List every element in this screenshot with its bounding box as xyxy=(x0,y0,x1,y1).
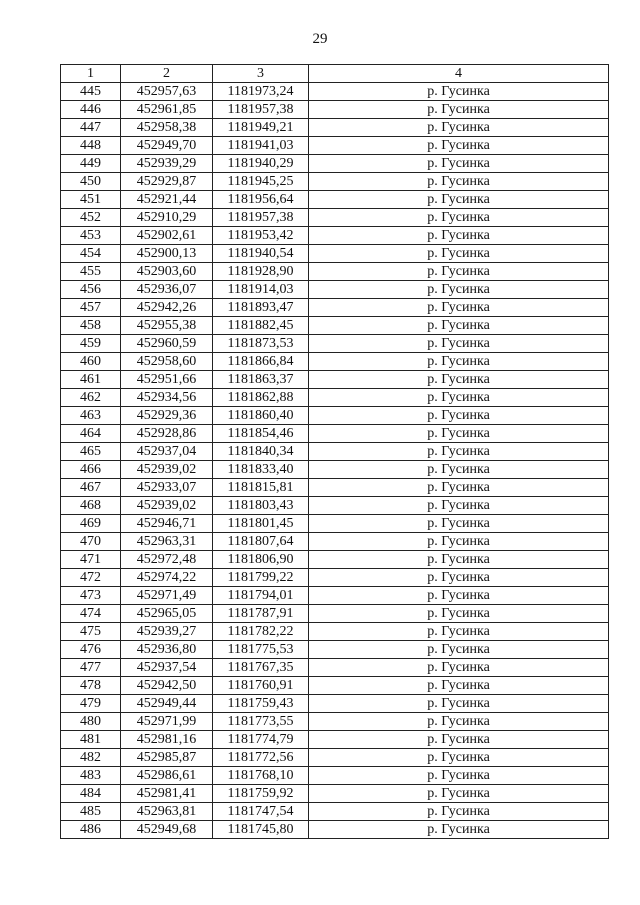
table-row xyxy=(61,551,609,569)
y-coordinate-cell: 1181801,45 xyxy=(213,515,309,533)
table-row xyxy=(61,605,609,623)
table-row xyxy=(61,515,609,533)
description-cell: р. Гусинка xyxy=(309,191,609,209)
table-row xyxy=(61,677,609,695)
description-cell: р. Гусинка xyxy=(309,101,609,119)
table-row xyxy=(61,803,609,821)
point-number-cell: 449 xyxy=(61,155,121,173)
y-coordinate-cell: 1181866,84 xyxy=(213,353,309,371)
table-row xyxy=(61,785,609,803)
description-cell: р. Гусинка xyxy=(309,749,609,767)
point-number-cell: 461 xyxy=(61,371,121,389)
x-coordinate-cell: 452949,70 xyxy=(121,137,213,155)
table-row xyxy=(61,587,609,605)
description-cell: р. Гусинка xyxy=(309,821,609,839)
x-coordinate-cell: 452971,49 xyxy=(121,587,213,605)
x-coordinate-cell: 452910,29 xyxy=(121,209,213,227)
point-number-cell: 479 xyxy=(61,695,121,713)
description-cell: р. Гусинка xyxy=(309,695,609,713)
table-row xyxy=(61,371,609,389)
y-coordinate-cell: 1181928,90 xyxy=(213,263,309,281)
table-row xyxy=(61,425,609,443)
y-coordinate-cell: 1181759,92 xyxy=(213,785,309,803)
x-coordinate-cell: 452939,27 xyxy=(121,623,213,641)
description-cell: р. Гусинка xyxy=(309,461,609,479)
description-cell: р. Гусинка xyxy=(309,263,609,281)
description-cell: р. Гусинка xyxy=(309,281,609,299)
point-number-cell: 448 xyxy=(61,137,121,155)
table-header xyxy=(61,65,609,83)
point-number-cell: 453 xyxy=(61,227,121,245)
header-cell-3: 3 xyxy=(213,65,309,83)
y-coordinate-cell: 1181768,10 xyxy=(213,767,309,785)
point-number-cell: 481 xyxy=(61,731,121,749)
table-row xyxy=(61,443,609,461)
description-cell: р. Гусинка xyxy=(309,371,609,389)
table-body xyxy=(61,83,609,839)
point-number-cell: 477 xyxy=(61,659,121,677)
point-number-cell: 456 xyxy=(61,281,121,299)
description-cell: р. Гусинка xyxy=(309,623,609,641)
description-cell: р. Гусинка xyxy=(309,317,609,335)
table-row xyxy=(61,101,609,119)
description-cell: р. Гусинка xyxy=(309,677,609,695)
y-coordinate-cell: 1181767,35 xyxy=(213,659,309,677)
x-coordinate-cell: 452921,44 xyxy=(121,191,213,209)
point-number-cell: 451 xyxy=(61,191,121,209)
y-coordinate-cell: 1181973,24 xyxy=(213,83,309,101)
description-cell: р. Гусинка xyxy=(309,767,609,785)
description-cell: р. Гусинка xyxy=(309,443,609,461)
y-coordinate-cell: 1181815,81 xyxy=(213,479,309,497)
y-coordinate-cell: 1181893,47 xyxy=(213,299,309,317)
description-cell: р. Гусинка xyxy=(309,389,609,407)
y-coordinate-cell: 1181799,22 xyxy=(213,569,309,587)
header-cell-4: 4 xyxy=(309,65,609,83)
y-coordinate-cell: 1181840,34 xyxy=(213,443,309,461)
point-number-cell: 464 xyxy=(61,425,121,443)
point-number-cell: 468 xyxy=(61,497,121,515)
y-coordinate-cell: 1181759,43 xyxy=(213,695,309,713)
x-coordinate-cell: 452949,68 xyxy=(121,821,213,839)
point-number-cell: 471 xyxy=(61,551,121,569)
table-row xyxy=(61,173,609,191)
point-number-cell: 463 xyxy=(61,407,121,425)
table-row xyxy=(61,191,609,209)
description-cell: р. Гусинка xyxy=(309,515,609,533)
y-coordinate-cell: 1181774,79 xyxy=(213,731,309,749)
description-cell: р. Гусинка xyxy=(309,209,609,227)
y-coordinate-cell: 1181860,40 xyxy=(213,407,309,425)
description-cell: р. Гусинка xyxy=(309,335,609,353)
table-row xyxy=(61,389,609,407)
x-coordinate-cell: 452939,02 xyxy=(121,461,213,479)
point-number-cell: 483 xyxy=(61,767,121,785)
table-row xyxy=(61,713,609,731)
table-row xyxy=(61,209,609,227)
table-row xyxy=(61,569,609,587)
point-number-cell: 482 xyxy=(61,749,121,767)
description-cell: р. Гусинка xyxy=(309,785,609,803)
point-number-cell: 484 xyxy=(61,785,121,803)
point-number-cell: 480 xyxy=(61,713,121,731)
point-number-cell: 466 xyxy=(61,461,121,479)
y-coordinate-cell: 1181957,38 xyxy=(213,209,309,227)
description-cell: р. Гусинка xyxy=(309,641,609,659)
x-coordinate-cell: 452929,87 xyxy=(121,173,213,191)
point-number-cell: 460 xyxy=(61,353,121,371)
description-cell: р. Гусинка xyxy=(309,551,609,569)
x-coordinate-cell: 452958,38 xyxy=(121,119,213,137)
point-number-cell: 446 xyxy=(61,101,121,119)
description-cell: р. Гусинка xyxy=(309,479,609,497)
y-coordinate-cell: 1181833,40 xyxy=(213,461,309,479)
x-coordinate-cell: 452929,36 xyxy=(121,407,213,425)
point-number-cell: 486 xyxy=(61,821,121,839)
point-number-cell: 475 xyxy=(61,623,121,641)
x-coordinate-cell: 452963,31 xyxy=(121,533,213,551)
table-row xyxy=(61,227,609,245)
x-coordinate-cell: 452928,86 xyxy=(121,425,213,443)
table-row xyxy=(61,659,609,677)
x-coordinate-cell: 452955,38 xyxy=(121,317,213,335)
point-number-cell: 462 xyxy=(61,389,121,407)
description-cell: р. Гусинка xyxy=(309,605,609,623)
table-row xyxy=(61,137,609,155)
point-number-cell: 465 xyxy=(61,443,121,461)
y-coordinate-cell: 1181941,03 xyxy=(213,137,309,155)
x-coordinate-cell: 452936,07 xyxy=(121,281,213,299)
y-coordinate-cell: 1181745,80 xyxy=(213,821,309,839)
y-coordinate-cell: 1181775,53 xyxy=(213,641,309,659)
y-coordinate-cell: 1181747,54 xyxy=(213,803,309,821)
description-cell: р. Гусинка xyxy=(309,533,609,551)
y-coordinate-cell: 1181863,37 xyxy=(213,371,309,389)
table-row xyxy=(61,299,609,317)
description-cell: р. Гусинка xyxy=(309,353,609,371)
description-cell: р. Гусинка xyxy=(309,407,609,425)
table-row xyxy=(61,407,609,425)
description-cell: р. Гусинка xyxy=(309,803,609,821)
table-row xyxy=(61,281,609,299)
x-coordinate-cell: 452985,87 xyxy=(121,749,213,767)
table-row xyxy=(61,731,609,749)
y-coordinate-cell: 1181760,91 xyxy=(213,677,309,695)
point-number-cell: 485 xyxy=(61,803,121,821)
description-cell: р. Гусинка xyxy=(309,497,609,515)
x-coordinate-cell: 452942,26 xyxy=(121,299,213,317)
x-coordinate-cell: 452902,61 xyxy=(121,227,213,245)
point-number-cell: 455 xyxy=(61,263,121,281)
point-number-cell: 450 xyxy=(61,173,121,191)
y-coordinate-cell: 1181945,25 xyxy=(213,173,309,191)
table-row xyxy=(61,641,609,659)
page-number: 29 xyxy=(312,31,328,47)
y-coordinate-cell: 1181953,42 xyxy=(213,227,309,245)
y-coordinate-cell: 1181956,64 xyxy=(213,191,309,209)
x-coordinate-cell: 452937,04 xyxy=(121,443,213,461)
y-coordinate-cell: 1181957,38 xyxy=(213,101,309,119)
table-row xyxy=(61,623,609,641)
point-number-cell: 454 xyxy=(61,245,121,263)
table-row xyxy=(61,479,609,497)
point-number-cell: 473 xyxy=(61,587,121,605)
description-cell: р. Гусинка xyxy=(309,173,609,191)
table-row xyxy=(61,317,609,335)
point-number-cell: 478 xyxy=(61,677,121,695)
table-row xyxy=(61,497,609,515)
description-cell: р. Гусинка xyxy=(309,425,609,443)
table-row xyxy=(61,263,609,281)
y-coordinate-cell: 1181803,43 xyxy=(213,497,309,515)
y-coordinate-cell: 1181940,54 xyxy=(213,245,309,263)
point-number-cell: 474 xyxy=(61,605,121,623)
x-coordinate-cell: 452981,41 xyxy=(121,785,213,803)
description-cell: р. Гусинка xyxy=(309,713,609,731)
y-coordinate-cell: 1181914,03 xyxy=(213,281,309,299)
y-coordinate-cell: 1181807,64 xyxy=(213,533,309,551)
point-number-cell: 470 xyxy=(61,533,121,551)
x-coordinate-cell: 452900,13 xyxy=(121,245,213,263)
x-coordinate-cell: 452974,22 xyxy=(121,569,213,587)
y-coordinate-cell: 1181806,90 xyxy=(213,551,309,569)
x-coordinate-cell: 452961,85 xyxy=(121,101,213,119)
x-coordinate-cell: 452937,54 xyxy=(121,659,213,677)
x-coordinate-cell: 452946,71 xyxy=(121,515,213,533)
x-coordinate-cell: 452951,66 xyxy=(121,371,213,389)
description-cell: р. Гусинка xyxy=(309,155,609,173)
description-cell: р. Гусинка xyxy=(309,245,609,263)
table-row xyxy=(61,155,609,173)
point-number-cell: 467 xyxy=(61,479,121,497)
description-cell: р. Гусинка xyxy=(309,731,609,749)
point-number-cell: 445 xyxy=(61,83,121,101)
y-coordinate-cell: 1181949,21 xyxy=(213,119,309,137)
table-row xyxy=(61,335,609,353)
y-coordinate-cell: 1181940,29 xyxy=(213,155,309,173)
x-coordinate-cell: 452939,29 xyxy=(121,155,213,173)
table-row xyxy=(61,533,609,551)
table-row xyxy=(61,695,609,713)
x-coordinate-cell: 452981,16 xyxy=(121,731,213,749)
description-cell: р. Гусинка xyxy=(309,659,609,677)
table-row xyxy=(61,821,609,839)
y-coordinate-cell: 1181794,01 xyxy=(213,587,309,605)
x-coordinate-cell: 452934,56 xyxy=(121,389,213,407)
y-coordinate-cell: 1181862,88 xyxy=(213,389,309,407)
point-number-cell: 476 xyxy=(61,641,121,659)
table-row xyxy=(61,119,609,137)
x-coordinate-cell: 452942,50 xyxy=(121,677,213,695)
header-cell-1: 1 xyxy=(61,65,121,83)
description-cell: р. Гусинка xyxy=(309,83,609,101)
description-cell: р. Гусинка xyxy=(309,227,609,245)
table-row xyxy=(61,353,609,371)
y-coordinate-cell: 1181782,22 xyxy=(213,623,309,641)
header-cell-2: 2 xyxy=(121,65,213,83)
point-number-cell: 472 xyxy=(61,569,121,587)
x-coordinate-cell: 452971,99 xyxy=(121,713,213,731)
description-cell: р. Гусинка xyxy=(309,137,609,155)
x-coordinate-cell: 452939,02 xyxy=(121,497,213,515)
y-coordinate-cell: 1181772,56 xyxy=(213,749,309,767)
x-coordinate-cell: 452963,81 xyxy=(121,803,213,821)
table-row xyxy=(61,461,609,479)
table-row xyxy=(61,83,609,101)
x-coordinate-cell: 452972,48 xyxy=(121,551,213,569)
x-coordinate-cell: 452958,60 xyxy=(121,353,213,371)
y-coordinate-cell: 1181854,46 xyxy=(213,425,309,443)
x-coordinate-cell: 452965,05 xyxy=(121,605,213,623)
x-coordinate-cell: 452936,80 xyxy=(121,641,213,659)
description-cell: р. Гусинка xyxy=(309,299,609,317)
description-cell: р. Гусинка xyxy=(309,569,609,587)
x-coordinate-cell: 452960,59 xyxy=(121,335,213,353)
y-coordinate-cell: 1181882,45 xyxy=(213,317,309,335)
point-number-cell: 447 xyxy=(61,119,121,137)
point-number-cell: 457 xyxy=(61,299,121,317)
table-row xyxy=(61,767,609,785)
description-cell: р. Гусинка xyxy=(309,587,609,605)
table-row xyxy=(61,749,609,767)
y-coordinate-cell: 1181773,55 xyxy=(213,713,309,731)
point-number-cell: 452 xyxy=(61,209,121,227)
y-coordinate-cell: 1181873,53 xyxy=(213,335,309,353)
header-row xyxy=(61,65,609,83)
x-coordinate-cell: 452957,63 xyxy=(121,83,213,101)
point-number-cell: 458 xyxy=(61,317,121,335)
x-coordinate-cell: 452933,07 xyxy=(121,479,213,497)
description-cell: р. Гусинка xyxy=(309,119,609,137)
y-coordinate-cell: 1181787,91 xyxy=(213,605,309,623)
x-coordinate-cell: 452903,60 xyxy=(121,263,213,281)
x-coordinate-cell: 452949,44 xyxy=(121,695,213,713)
point-number-cell: 459 xyxy=(61,335,121,353)
point-number-cell: 469 xyxy=(61,515,121,533)
coordinates-table xyxy=(60,64,609,839)
table-row xyxy=(61,245,609,263)
x-coordinate-cell: 452986,61 xyxy=(121,767,213,785)
